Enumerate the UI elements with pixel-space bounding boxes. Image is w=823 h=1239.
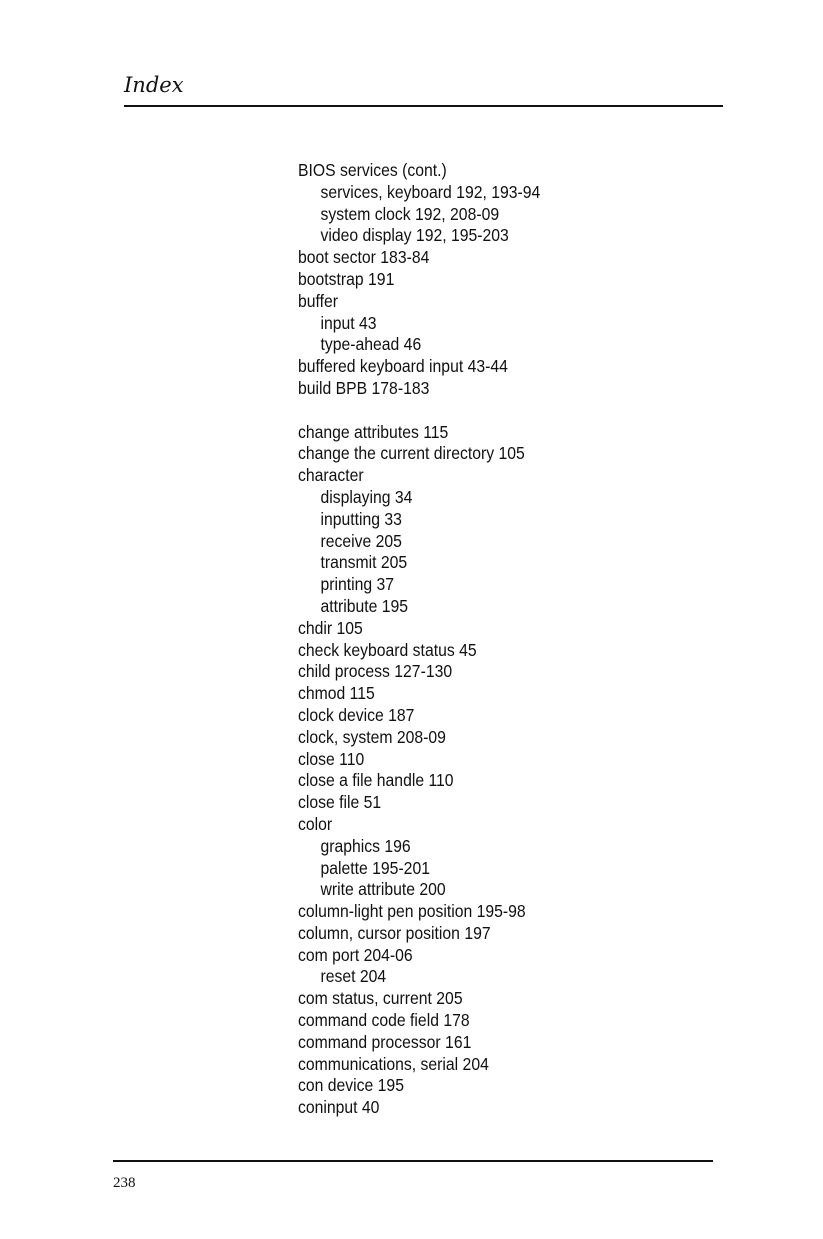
index-entry: column-light pen position 195-98 (298, 901, 526, 922)
index-subentry: system clock 192, 208-09 (320, 203, 500, 224)
index-subentry: reset 204 (320, 966, 387, 987)
index-entry: chdir 105 (298, 617, 363, 638)
index-subentry: displaying 34 (320, 486, 413, 507)
index-subentry: write attribute 200 (320, 879, 446, 900)
index-entry: communications, serial 204 (298, 1053, 489, 1074)
index-entry: boot sector 183-84 (298, 247, 430, 268)
index-entry: con device 195 (298, 1075, 404, 1096)
index-entry: change attributes 115 (298, 421, 449, 442)
index-entry: build BPB 178-183 (298, 377, 430, 398)
index-entry: close file 51 (298, 792, 382, 813)
index-subentry: type-ahead 46 (320, 334, 422, 355)
section-gap (298, 400, 676, 422)
page-header-title: Index (124, 73, 184, 97)
index-subentry: services, keyboard 192, 193-94 (320, 181, 541, 202)
page-number: 238 (113, 1175, 136, 1191)
index-entry-list (298, 160, 676, 1119)
index-entry: com status, current 205 (298, 988, 463, 1009)
index-entry: change the current directory 105 (298, 443, 525, 464)
index-subentry: receive 205 (320, 530, 402, 551)
index-entry: close 110 (298, 748, 365, 769)
index-entry: clock, system 208-09 (298, 726, 446, 747)
header-rule (124, 105, 723, 107)
index-entry: buffer (298, 290, 338, 311)
index-subentry: input 43 (320, 312, 377, 333)
index-entry: bootstrap 191 (298, 268, 395, 289)
index-entry: color (298, 813, 333, 834)
footer-rule (113, 1160, 713, 1162)
index-entry: com port 204-06 (298, 944, 413, 965)
index-subentry: inputting 33 (320, 508, 402, 529)
index-subentry: palette 195-201 (320, 857, 430, 878)
index-entry: buffered keyboard input 43-44 (298, 356, 508, 377)
index-subentry: attribute 195 (320, 595, 409, 616)
index-subentry: graphics 196 (320, 835, 411, 856)
index-subentry: video display 192, 195-203 (320, 225, 509, 246)
index-subentry: printing 37 (320, 574, 395, 595)
index-entry: command code field 178 (298, 1010, 470, 1031)
index-entry: column, cursor position 197 (298, 922, 491, 943)
index-entry: close a file handle 110 (298, 770, 454, 791)
index-entry: chmod 115 (298, 683, 375, 704)
index-entry: child process 127-130 (298, 661, 453, 682)
index-entry: command processor 161 (298, 1031, 472, 1052)
index-entry: character (298, 465, 364, 486)
index-entry: BIOS services (cont.) (298, 160, 447, 180)
index-entry: check keyboard status 45 (298, 639, 477, 660)
index-entry: coninput 40 (298, 1097, 380, 1118)
index-subentry: transmit 205 (320, 552, 408, 573)
index-entry: clock device 187 (298, 704, 415, 725)
